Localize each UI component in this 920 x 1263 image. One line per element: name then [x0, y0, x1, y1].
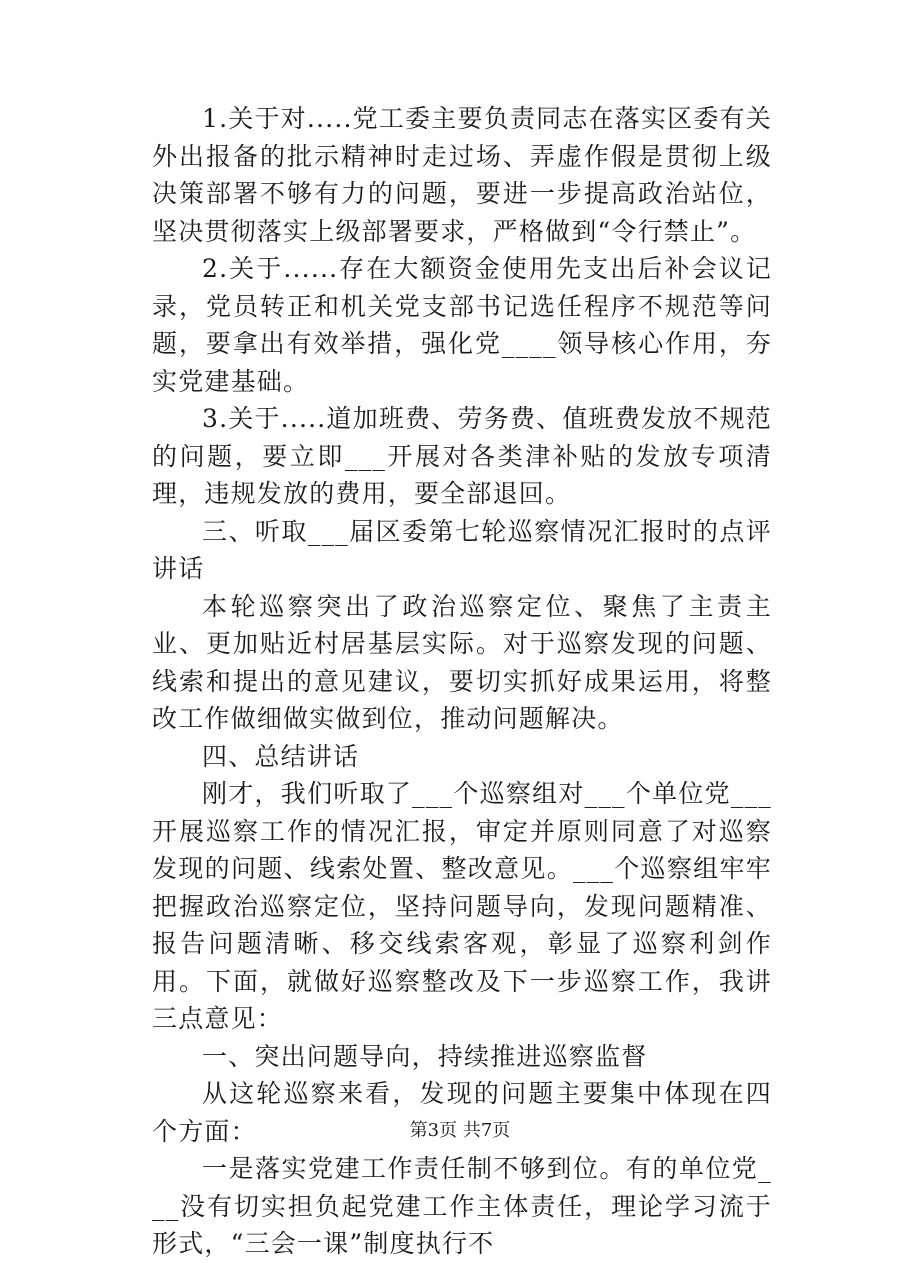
paragraph-overview: 从这轮巡察来看，发现的问题主要集中体现在四个方面：: [152, 1079, 772, 1146]
paragraph-point-1: 一是落实党建工作责任制不够到位。有的单位党___没有切实担负起党建工作主体责任，理论学习流于形式，“三会一课”制度执行不: [152, 1154, 772, 1258]
section-heading-4: 四、总结讲话: [202, 741, 360, 771]
paragraph-item-2: 2.关于......存在大额资金使用先支出后补会议记录，党员转正和机关党支部书记选任程序不规范等问题，要拿出有效举措，强化党____领导核心作用，夯实党建基础。: [152, 254, 772, 396]
subsection-heading-1: 一、突出问题导向，持续推进巡察监督: [202, 1041, 648, 1071]
paragraph-item-1: 1.关于对.....党工委主要负责同志在落实区委有关外出报备的批示精神时走过场、弄虚作假是贯彻上级决策部署不够有力的问题，要进一步提高政治站位，坚决贯彻落实上级部署要求，严格做到“令行禁止”。: [152, 104, 772, 246]
document-body: [152, 100, 772, 1263]
paragraph-section-3: 本轮巡察突出了政治巡察定位、聚焦了主责主业、更加贴近村居基层实际。对于巡察发现的问题、线索和提出的意见建议，要切实抓好成果运用，将整改工作做细做实做到位，推动问题解决。: [152, 591, 772, 733]
paragraph-summary: 刚才，我们听取了___个巡察组对___个单位党___开展巡察工作的情况汇报，审定并原则同意了对巡察发现的问题、线索处置、整改意见。___个巡察组牢牢把握政治巡察定位，坚持问题导向，发现问题精准、报告问题清晰、移交线索客观，彰显了巡察利剑作用。下面，就做好巡察整改及下一步巡察工作，我讲三点意见：: [152, 779, 772, 1033]
section-heading-3: 三、听取___届区委第七轮巡察情况汇报时的点评讲话: [152, 516, 772, 583]
page-number-footer: 第3页 共7页: [409, 1120, 511, 1141]
paragraph-item-3: 3.关于.....道加班费、劳务费、值班费发放不规范的问题，要立即___开展对各类津补贴的发放专项清理，违规发放的费用，要全部退回。: [152, 404, 772, 508]
